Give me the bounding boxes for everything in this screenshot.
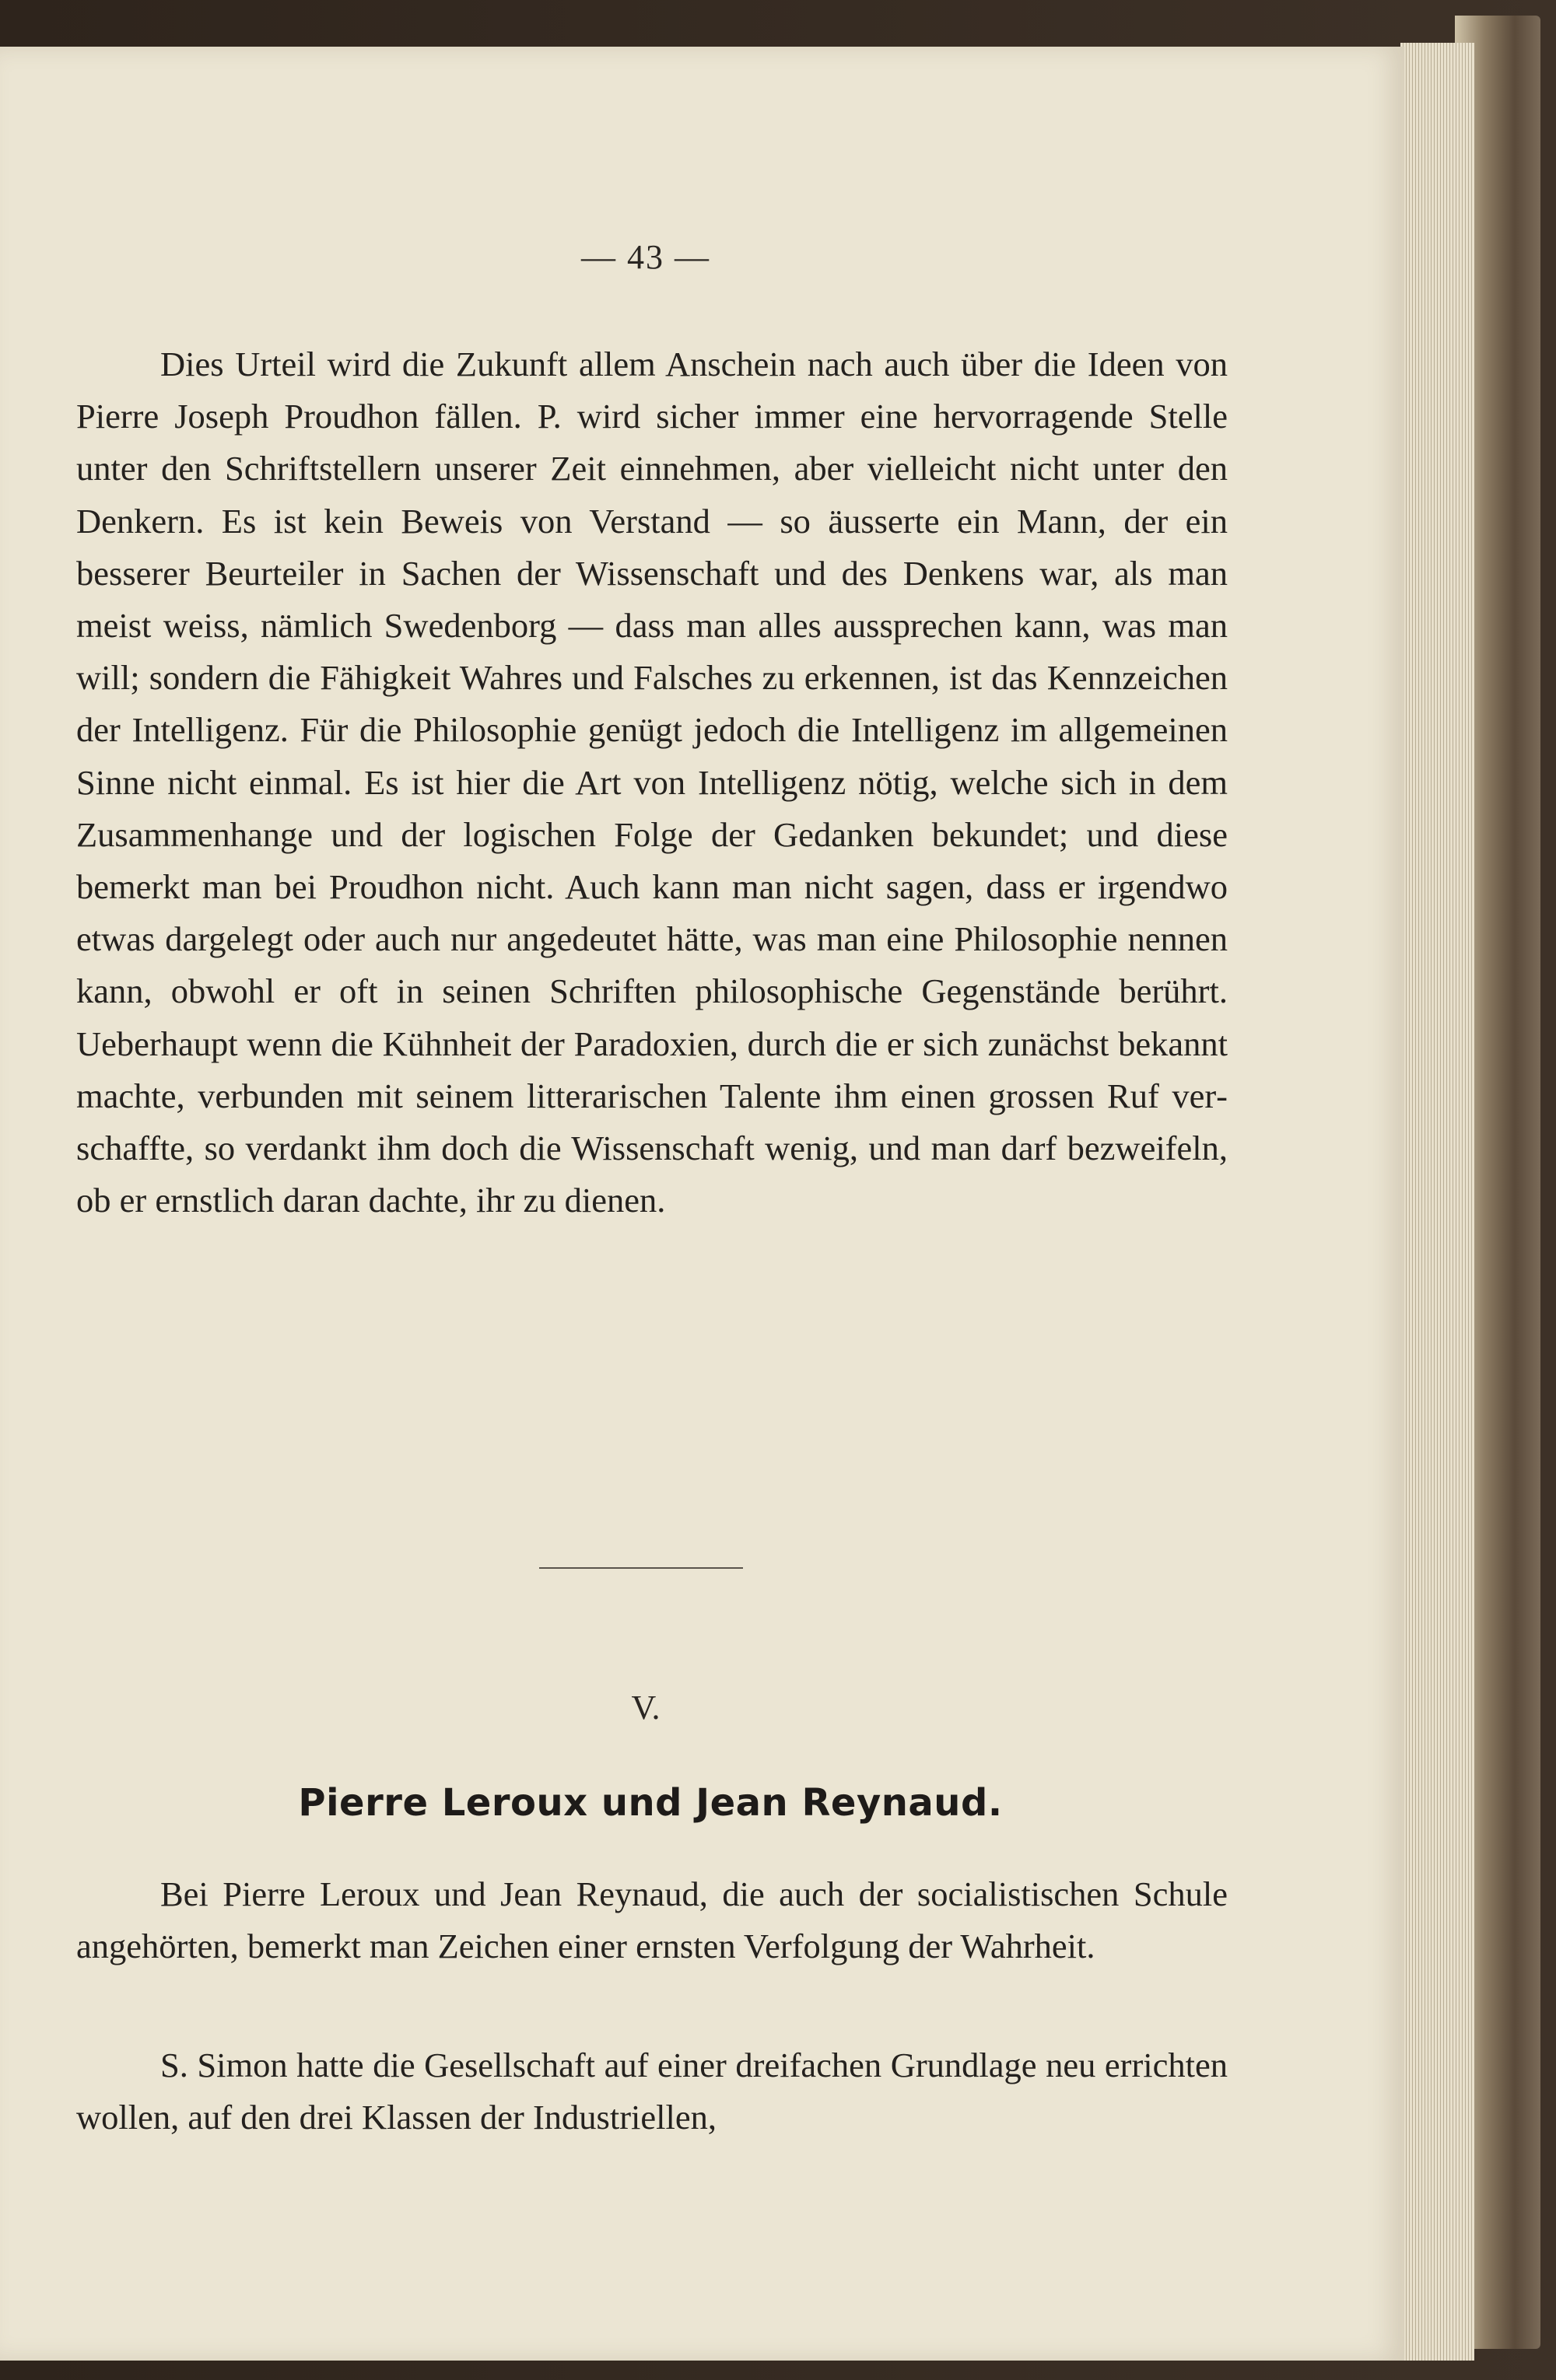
paragraph-proudhon: Dies Urteil wird die Zukunft allem Anschein nach auch über die Ideen von Pierre Joseph Proudhon fällen. P. wird sicher immer eine hervorragende Stelle unter den Schriftstellern unserer Zeit einnehmen, aber vielleicht nicht unter den Denkern. Es ist kein Beweis von Verstand — so äusserte ein Mann, der ein besserer Beurteiler in Sachen der Wissenschaft und des Denkens war, als man meist weiss, nämlich Swedenborg — dass man alles aussprechen kann, was man will; sondern die Fähigkeit Wahres und Falsches zu erkennen, ist das Kennzeichen der Intelligenz. Für die Philosophie genügt jedoch die Intelligenz im allgemeinen Sinne nicht einmal. Es ist hier die Art von Intelligenz nötig, welche sich in dem Zusammenhange und der logischen Folge der Gedanken bekundet; und diese bemerkt man bei Proudhon nicht. Auch kann man nicht sagen, dass er irgendwo etwas dargelegt oder auch nur angedeutet hätte, was man eine Philosophie nennen kann, obwohl er oft in seinen Schriften philosophische Gegenstände berührt. Ueberhaupt wenn die Kühnheit der Paradoxien, durch die er sich zunächst bekannt machte, verbunden mit seinem litterarischen Talente ihm einen grossen Ruf verschaffte, so verdankt ihm doch die Wissenschaft wenig, und man darf bezweifeln, ob er ernstlich daran dachte, ihr zu dienen. [76, 345, 1228, 1220]
paragraph-saint-simon: S. Simon hatte die Gesellschaft auf einer dreifachen Grundlage neu errichten wollen, auf den drei Klassen der Industriellen, [76, 2046, 1228, 2137]
chapter-title: Pierre Leroux und Jean Reynaud. [298, 1781, 1003, 1825]
book-page [0, 47, 1404, 2361]
chapter-number: V. [631, 1689, 661, 1727]
paragraph-leroux-reynaud: Bei Pierre Leroux und Jean Reynaud, die auch der socialistischen Schule angehörten, bemerkt man Zeichen einer ernsten Verfolgung der Wahrheit. [76, 1874, 1228, 1966]
page-stack-edge [1400, 43, 1474, 2361]
section-divider [539, 1567, 743, 1569]
page-number: — 43 — [581, 238, 710, 276]
